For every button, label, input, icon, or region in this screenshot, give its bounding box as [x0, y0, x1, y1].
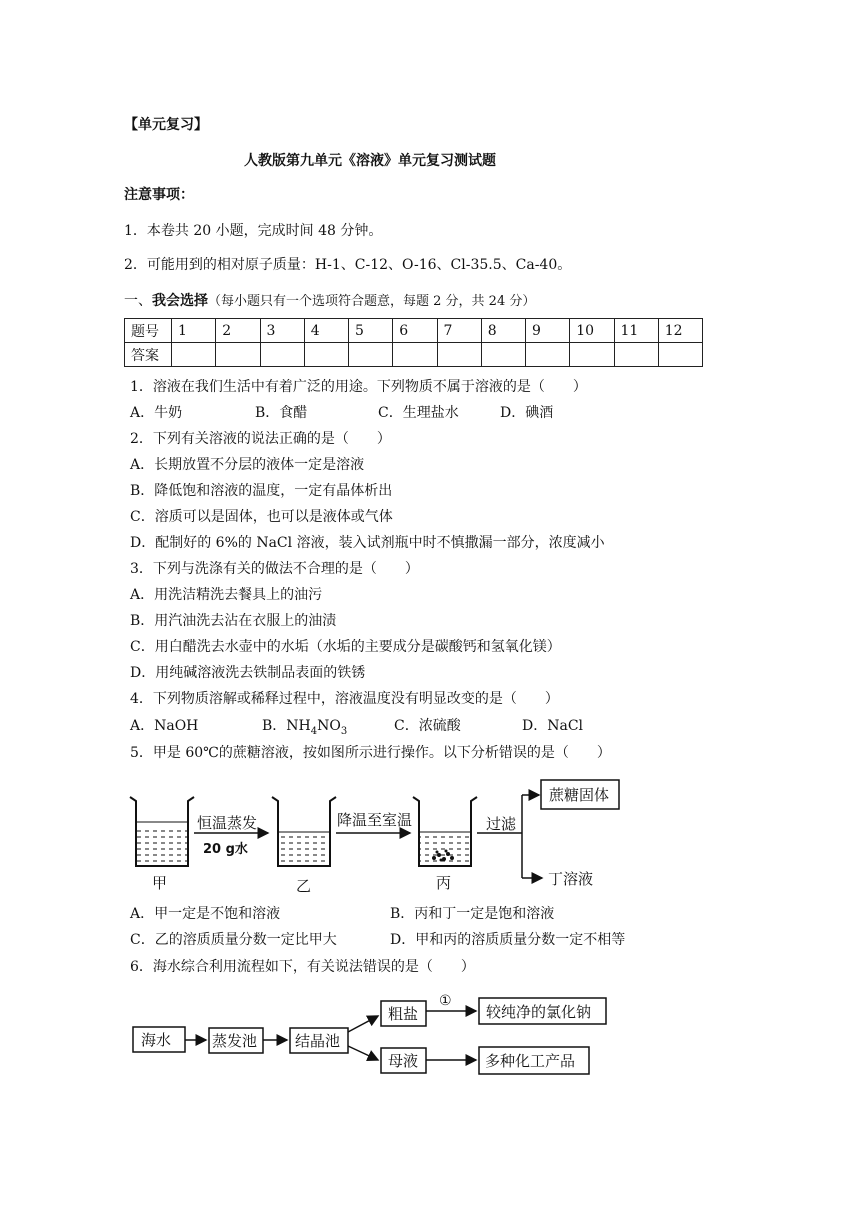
- q2-option-a: A．长期放置不分层的液体一定是溶液: [130, 457, 365, 473]
- q4-b-sub2: 3: [340, 725, 348, 737]
- flow-step-marker: ①: [439, 993, 452, 1009]
- q3-option-a: A．用洗洁精洗去餐具上的油污: [130, 587, 323, 603]
- page-title: 人教版第九单元《溶液》单元复习测试题: [244, 153, 496, 169]
- q4-option-d: D．NaCl: [522, 718, 584, 734]
- step-3-label: 过滤: [486, 815, 517, 833]
- flow-label-crude-salt: 粗盐: [388, 1005, 419, 1023]
- answer-table-number-header: 题号: [125, 319, 172, 343]
- answer-table-number-cell: 5: [349, 319, 393, 343]
- answer-table-number-cell: 6: [393, 319, 437, 343]
- result-2-label: 丁溶液: [548, 870, 594, 888]
- q1-option-c: C．生理盐水: [378, 405, 459, 421]
- answer-table-number-cell: 7: [437, 319, 481, 343]
- flow-arrow-4: [348, 1046, 378, 1060]
- flow-label-chemical-products: 多种化工产品: [485, 1052, 576, 1070]
- result-1-label: 蔗糖固体: [549, 786, 610, 804]
- q3-option-d: D．用纯碱溶液洗去铁制品表面的铁锈: [130, 665, 366, 681]
- q6-flowchart: [0, 980, 860, 1090]
- answer-table-number-cell: 3: [260, 319, 304, 343]
- q1-option-d: D．碘酒: [500, 405, 554, 421]
- answer-table-number-cell: 9: [526, 319, 570, 343]
- answer-table-number-cell: 10: [570, 319, 614, 343]
- q3-option-b: B．用汽油洗去沾在衣服上的油渍: [130, 613, 337, 629]
- beaker-2-label: 乙: [296, 877, 312, 895]
- q2-option-d: D．配制好的 6%的 NaCl 溶液，装入试剂瓶中时不慎撒漏一部分，浓度减小: [130, 535, 605, 551]
- answer-table-number-cell: 8: [481, 319, 525, 343]
- beaker-1-label: 甲: [152, 874, 168, 892]
- beaker-3-label: 丙: [436, 874, 452, 892]
- q1-option-b: B．食醋: [255, 405, 308, 421]
- q1-stem: 1．溶液在我们生活中有着广泛的用途。下列物质不属于溶液的是（ ）: [130, 379, 587, 395]
- q2-option-c: C．溶质可以是固体，也可以是液体或气体: [130, 509, 393, 525]
- step-1-sublabel: 20 g水: [203, 842, 248, 857]
- answer-table-answer-header: 答案: [125, 343, 172, 367]
- q4-stem: 4．下列物质溶解或稀释过程中，溶液温度没有明显改变的是（ ）: [130, 691, 559, 707]
- beaker-1-icon: [130, 797, 194, 866]
- section-prefix: 一、: [124, 293, 152, 309]
- q5-option-a: A．甲一定是不饱和溶液: [130, 906, 281, 922]
- q5-option-b: B．丙和丁一定是饱和溶液: [390, 906, 555, 922]
- answer-table-number-cell: 12: [658, 319, 702, 343]
- q4-b-prefix: B．NH: [262, 718, 311, 734]
- beaker-3-icon: [413, 797, 477, 866]
- q2-option-b: B．降低饱和溶液的温度，一定有晶体析出: [130, 483, 393, 499]
- flow-label-mother-liquor: 母液: [388, 1052, 419, 1070]
- answer-table-number-cell: 2: [216, 319, 260, 343]
- q4-option-a: A．NaOH: [130, 718, 199, 734]
- q4-b-sub1: 4: [310, 725, 318, 737]
- flow-label-evaporation-pond: 蒸发池: [212, 1032, 258, 1050]
- notes-heading: 注意事项：: [124, 187, 194, 203]
- q5-option-d: D．甲和丙的溶质质量分数一定不相等: [390, 932, 626, 948]
- answer-table-number-cell: 4: [304, 319, 348, 343]
- answer-table-number-cell: 11: [614, 319, 658, 343]
- note-item-1: 1．本卷共 20 小题，完成时间 48 分钟。: [124, 223, 383, 239]
- q4-b-mid: NO: [317, 718, 341, 734]
- unit-review-tag: 【单元复习】: [124, 117, 208, 133]
- section-desc: （每小题只有一个选项符合题意，每题 2 分，共 24 分）: [208, 294, 536, 309]
- q4-option-c: C．浓硫酸: [394, 718, 461, 734]
- q2-stem: 2．下列有关溶液的说法正确的是（ ）: [130, 431, 391, 447]
- q6-stem: 6．海水综合利用流程如下，有关说法错误的是（ ）: [130, 959, 475, 975]
- q5-option-c: C．乙的溶质质量分数一定比甲大: [130, 932, 337, 948]
- step-1-label: 恒温蒸发: [197, 814, 258, 832]
- answer-table-number-cell: 1: [172, 319, 216, 343]
- q3-option-c: C．用白醋洗去水壶中的水垢（水垢的主要成分是碳酸钙和氢氧化镁）: [130, 639, 561, 655]
- beaker-2-icon: [272, 797, 336, 866]
- flow-label-pure-nacl: 较纯净的氯化钠: [486, 1003, 592, 1021]
- flow-arrow-3: [348, 1016, 378, 1032]
- note-item-2: 2．可能用到的相对原子质量：H-1、C-12、O-16、Cl-35.5、Ca-40。: [124, 257, 572, 273]
- step-2-label: 降温至室温: [337, 811, 413, 829]
- q3-stem: 3．下列与洗涤有关的做法不合理的是（ ）: [130, 561, 419, 577]
- flow-label-seawater: 海水: [141, 1031, 172, 1049]
- q1-option-a: A．牛奶: [130, 405, 183, 421]
- q5-stem: 5．甲是 60℃的蔗糖溶液，按如图所示进行操作。以下分析错误的是（ ）: [130, 745, 611, 761]
- section-title: 我会选择: [152, 293, 208, 309]
- flow-label-crystallization-pond: 结晶池: [295, 1032, 341, 1050]
